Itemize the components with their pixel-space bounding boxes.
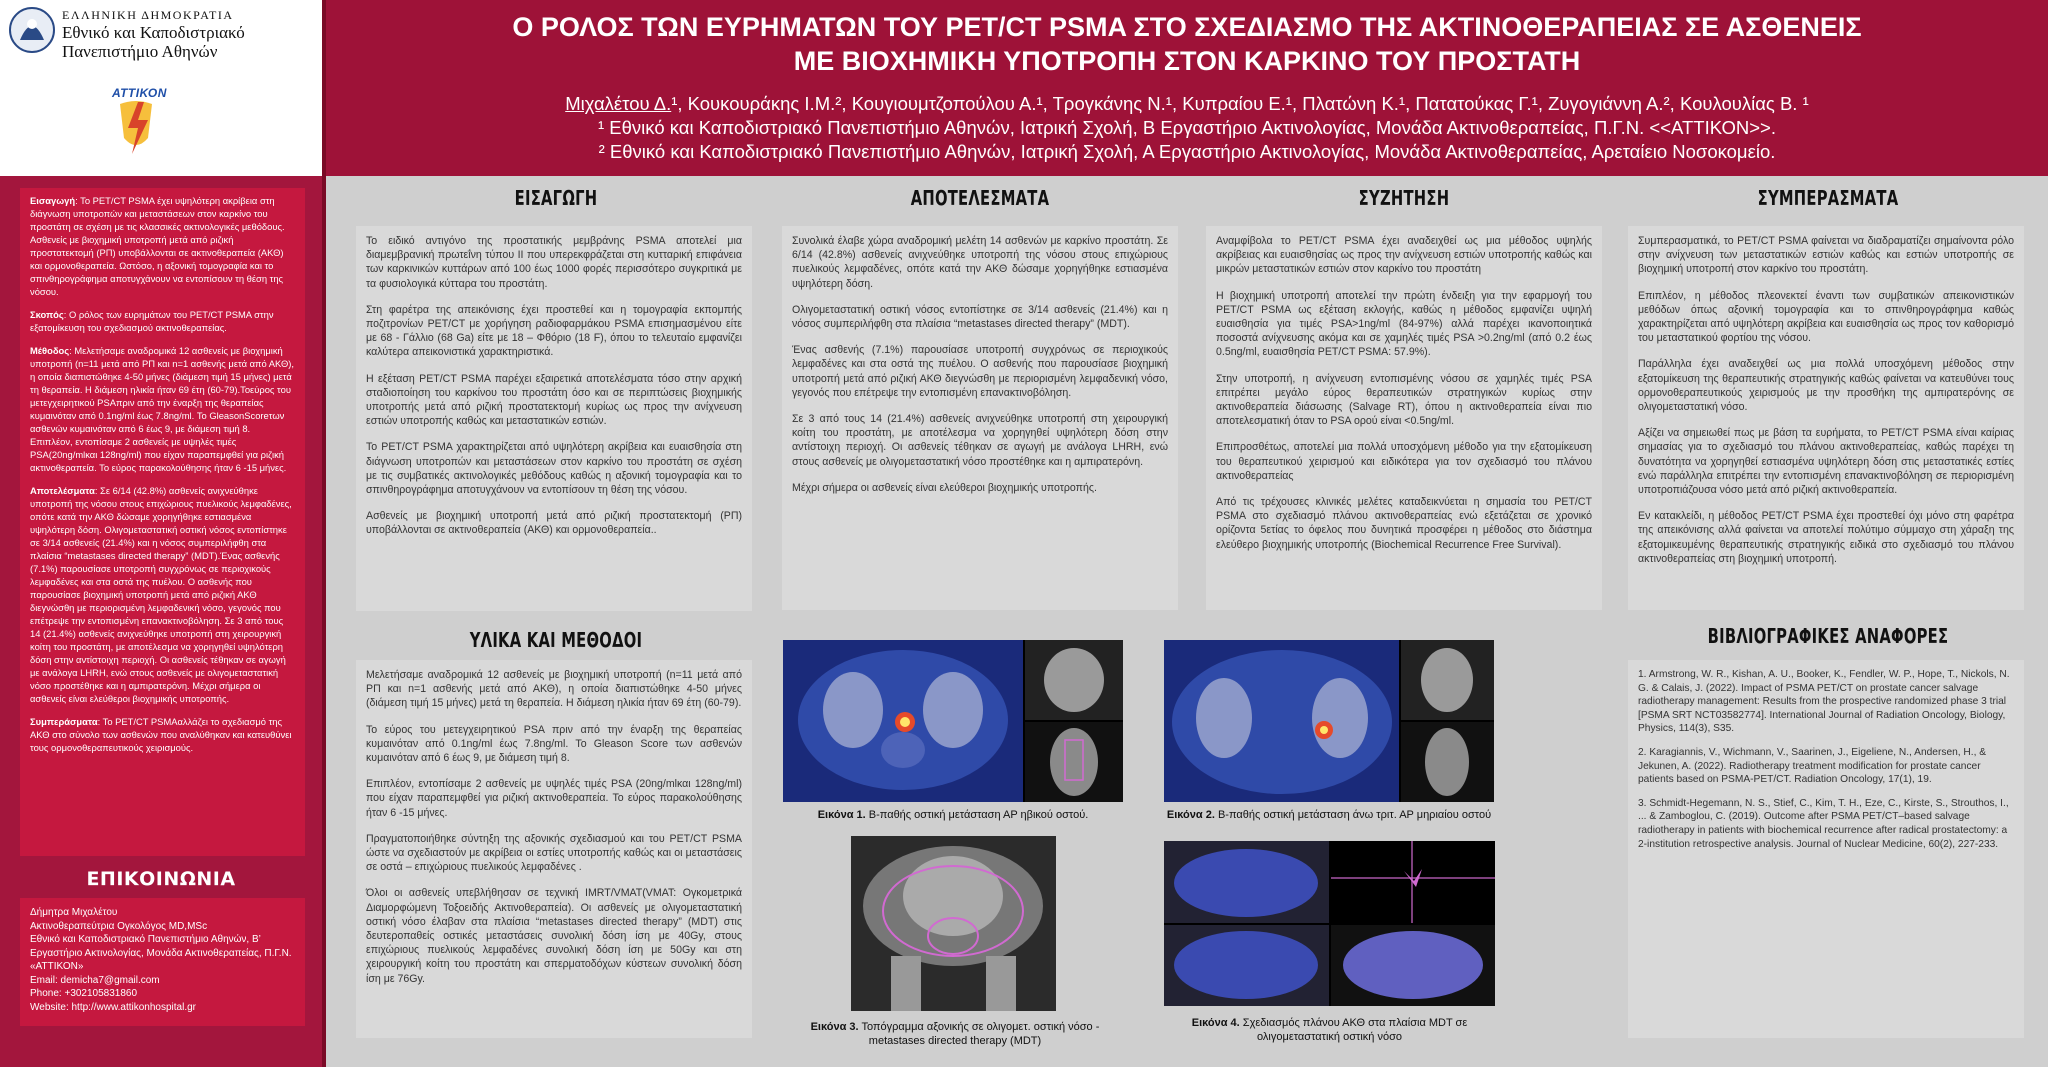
contact-title: ΕΠΙΚΟΙΝΩΝΙΑ xyxy=(86,868,236,890)
figure-2-image xyxy=(1164,640,1494,802)
pet-ct-fusion-icon xyxy=(783,640,1123,802)
abstract-method-label: Μέθοδος xyxy=(30,345,70,356)
methods-paragraph: Το εύρος του μετεγχειρητικού PSA πριν από την έναρξη της θεραπείας κυμαινόταν από 0.1ng/ml έως 7.8ng/ml. Το Gleason Score των ασθενών κυμαινόταν από 6 έως 9, με διάμεση τιμή 8. xyxy=(366,723,742,765)
left-sidebar xyxy=(0,176,326,1067)
contact-box xyxy=(20,898,305,1026)
university-line3: Πανεπιστήμιο Αθηνών xyxy=(62,42,218,61)
results-paragraph: Σε 3 από τους 14 (21.4%) ασθενείς ανιχνεύθηκε υποτροπή στη χειρουργική κοίτη του προστάτη, με αποτέλεσμα να χορηγηθεί υψηλότερη δόση στην αντίστοιχη περιοχή. Οι ασθενείς τέθηκαν σε αγωγή με ανάλογα LHRH, ενώ στους ασθενείς με ολιγομεταστατική νόσο προστέθηκε και η αμπιρατερόνη. xyxy=(792,413,1168,468)
affiliation-1: ¹ Εθνικό και Καποδιστριακό Πανεπιστήμιο Αθηνών, Ιατρική Σχολή, Β Εργαστήριο Ακτινολογίας, Μονάδα Ακτινοθεραπείας, Π.Γ.Ν. <<ΑΤΤΙΚΟΝ>>. xyxy=(598,117,1776,138)
authors-line xyxy=(326,92,2048,116)
figure-1-caption xyxy=(783,808,1123,822)
contact-role: Ακτινοθεραπεύτρια Ογκολόγος MD,MSc xyxy=(30,920,208,932)
figure-1-image xyxy=(783,640,1123,802)
treatment-plan-icon xyxy=(1164,841,1495,1006)
results-panel xyxy=(782,226,1178,610)
discussion-paragraph: Στην υποτροπή, η ανίχνευση εντοπισμένης νόσου σε χαμηλές τιμές PSA επιτρέπει μεγάλο εύρος θεραπευτικών στρατηγικών κυρίως στην ακτινοθεραπεία διάσωσης (Salvage RT), όπου η ακτινοθεραπεία είναι πιο αποτελεσματική όταν το PSA ορού είναι <0.5ng/ml. xyxy=(1216,372,1592,428)
abstract-intro-label: Εισαγωγή xyxy=(30,195,76,206)
references-title: ΒΙΒΛΙΟΓΡΑΦΙΚΕΣ ΑΝΑΦΟΡΕΣ xyxy=(1707,624,1949,648)
abstract-intro-text: : Το PET/CT PSMA έχει υψηλότερη ακρίβεια στη διάγνωση υποτροπών και μεταστάσεων στον καρκίνο του προστάτη σε σχέση με τις κλασσικές ακτινολογικές μεθόδους. Ασθενείς με βιοχημική υποτροπή μετά από ριζική προστατεκτομή (ΡΠ) υποβάλλονται σε ακτινοθεραπεία (ΑΚΘ) και ορμονοθεραπεία. Ωστόσο, η αξονική τομογραφία και το σπινθηρογράφημα αποτυγχάνουν να εντοπίσουν τη θέση της νόσου. xyxy=(30,195,285,297)
conclusions-title: ΣΥΜΠΕΡΑΣΜΑΤΑ xyxy=(1757,186,1899,210)
methods-paragraph: Επιπλέον, εντοπίσαμε 2 ασθενείς με υψηλές τιμές PSA (20ng/mlκαι 128ng/ml) που είχαν παραπεμφθεί για ριζική ακτινοθεραπεία. Το εύρος παρακολούθησης ήταν 6 -15 μήνες. xyxy=(366,778,742,819)
figure-2-caption-text: Β-παθής οστική μετάσταση άνω τριτ. ΑΡ μηριαίου οστού xyxy=(1214,809,1492,821)
figure-1-label: Εικόνα 1. xyxy=(817,809,866,821)
conclusions-paragraph: Συμπερασματικά, το PET/CT PSMA φαίνεται να διαδραματίζει σημαίνοντα ρόλο στην ανίχνευση των μεταστατικών εστιών καθώς και εστιών υποτροπής σε βιοχημική υποτροπή στον καρκίνο του προστάτη. xyxy=(1638,235,2014,276)
abstract-intro xyxy=(30,194,295,298)
abstract-conclusions xyxy=(30,715,295,754)
first-author: Μιχαλέτου Δ. xyxy=(565,93,672,114)
intro-paragraph: Στη φαρέτρα της απεικόνισης έχει προστεθεί και η τομογραφία εκπομπής ποζιτρονίων PET/CT με χορήγηση ραδιοφαρμάκου PSMA επισημασμένου είτε με 68 - Γάλλιο (68 Ga) είτε με 18 – Φθόριο (18 F), όπου το τελευταίο εμφανίζει καλύτερα απεικονιστικά χαρακτηριστικά. xyxy=(366,303,742,359)
poster-title-line2: ΜΕ ΒΙΟΧΗΜΙΚΗ ΥΠΟΤΡΟΠΗ ΣΤΟΝ ΚΑΡΚΙΝΟ ΤΟΥ ΠΡΟΣΤΑΤΗ xyxy=(793,46,1581,76)
intro-paragraph: Το ειδικό αντιγόνο της προστατικής μεμβράνης PSMA αποτελεί μια διαμεμβρανική πρωτεΐνη τύπου ΙΙ που υπερεκφράζεται στη κυτταρική επιφάνεια των καρκινικών κυττάρων από 100 έως 1000 φορές περισσότερο συγκριτικά με τα φυσιολογικά κύτταρα του προστάτη. xyxy=(366,235,742,290)
affiliation-2: ² Εθνικό και Καποδιστριακό Πανεπιστήμιο Αθηνών, Ιατρική Σχολή, Α Εργαστήριο Ακτινολογίας, Μονάδα Ακτινοθεραπείας, Αρεταίειο Νοσοκομείο. xyxy=(598,141,1776,162)
abstract-aim-text: : Ο ρόλος των ευρημάτων του PET/CT PSMA στην εξατομίκευση του σχεδιασμού ακτινοθεραπείας. xyxy=(30,309,274,333)
conclusions-paragraph: Επιπλέον, η μέθοδος πλεονεκτεί έναντι των συμβατικών απεικονιστικών μεθόδων όπως αξονική τομογραφία και το σπινθηρογράφημα καθώς χαρακτηρίζεται από υψηλότερη ακρίβεια και ευαισθησία ως προς τον καθορισμό του μεταστατικού φορτίου της νόσου. xyxy=(1638,289,2014,345)
discussion-title: ΣΥΖΗΤΗΣΗ xyxy=(1358,186,1450,210)
figure-4-label: Εικόνα 4. xyxy=(1191,1017,1240,1029)
figure-3-label: Εικόνα 3. xyxy=(810,1021,859,1033)
abstract-results xyxy=(30,484,295,705)
authors-block xyxy=(326,92,2048,164)
results-title: ΑΠΟΤΕΛΕΣΜΑΤΑ xyxy=(910,186,1050,210)
figure-1-caption-text: Β-παθής οστική μετάσταση ΑΡ ηβικού οστού. xyxy=(865,809,1089,821)
poster-title-line1: Ο ΡΟΛΟΣ ΤΩΝ ΕΥΡΗΜΑΤΩΝ ΤΟΥ PET/CT PSMA ΣΤΟ ΣΧΕΔΙΑΣΜΟ ΤΗΣ ΑΚΤΙΝΟΘΕΡΑΠΕΙΑΣ ΣΕ ΑΣΘΕΝΕΙΣ xyxy=(512,12,1862,42)
abstract-method-text: : Μελετήσαμε αναδρομικά 12 ασθενείς με βιοχημική υποτροπή (n=11 μετά από ΡΠ και n=1 ασθενής μετά από ΑΚΘ), η οποία διαπιστώθηκε 4-50 μήνες (διάμεση τιμή 15 μήνες) μετά τη θεραπεία. Η διάμεση ηλικία ήταν 69 έτη (60-79).Τοεύρος του μετεγχειρητικού PSAπριν από την έναρξη της θεραπείας κυμαινόταν από 0.1ng/ml έως 7.8ng/ml. Το GleasonScoreτων ασθενών κυμαινόταν από 6 έως 9, με διάμεση τιμή 8. Επιπλέον, εντοπίσαμε 2 ασθενείς με υψηλές τιμές PSA(20ng/mlκαι 128ng/ml) που είχαν παραπεμφθεί για ριζική ακτινοθεραπεία. Το εύρος παρακολούθησης ήταν 6 -15 μήνες. xyxy=(30,345,295,473)
authors-rest: ¹, Κουκουράκης Ι.Μ.², Κουγιουμτζοπούλου Α.¹, Τρογκάνης Ν.¹, Κυπραίου Ε.¹, Πλατώνη Κ.¹, Πατατούκας Γ.¹, Ζυγογιάννη Α.², Κουλουλίας Β. ¹ xyxy=(671,93,1809,114)
results-paragraph: Ένας ασθενής (7.1%) παρουσίασε υποτροπή συγχρόνως σε περιοχικούς λεμφαδένες και στα οστά της πυέλου. Ο ασθενής που παρουσίασε βιοχημική υποτροπή μετά από ριζική ΑΚΘ διεγνώσθη με περιορισμένη λεμφαδενική νόσο, γεγονός που επέτρεψε την εντοπισμένη επανακτινοβόληση. xyxy=(792,344,1168,399)
poster-title xyxy=(326,10,2048,78)
reference-item: 1. Armstrong, W. R., Kishan, A. U., Booker, K., Fendler, W. P., Hope, T., Nickols, N. G. & Calais, J. (2022). Impact of PSMA PET/CT on prostate cancer salvage radiotherapy management: Results from the prospective randomized phase 3 trial [PSMA SRT NCT03582774]. International Journal of Radiation Oncology, Biology, Physics, 114(3), S35. xyxy=(1638,669,2010,735)
pet-ct-fusion-icon xyxy=(1164,640,1494,802)
contact-website[interactable]: Website: http://www.attikonhospital.gr xyxy=(30,1001,197,1013)
abstract-conclusions-text: : Το PET/CT PSMAαλλάζει το σχεδιασμό της ΑΚΘ στο σύνολο των ασθενών που αναλύθηκαν και κατευθύνει τους ορμονοθεραπευτικούς χειρισμούς. xyxy=(30,716,292,753)
ct-topogram-icon xyxy=(851,836,1056,1011)
figure-3-image xyxy=(851,836,1056,1011)
methods-title: ΥΛΙΚΑ ΚΑΙ ΜΕΘΟΔΟΙ xyxy=(469,628,643,652)
reference-item: 3. Schmidt-Hegemann, N. S., Stief, C., Kim, T. H., Eze, C., Kirste, S., Strouthos, I., ... & Zamboglou, C. (2019). Outcome after PSMA PET/CT–based salvage radiotherapy in patients with biochemical recurrence after radical prostatectomy: a 2-institution retrospective analysis. Journal of Nuclear Medicine, 60(2), 227-233. xyxy=(1638,797,2009,850)
figure-3-caption xyxy=(790,1020,1120,1048)
hospital-logo-icon xyxy=(112,98,160,156)
university-line1: ΕΛΛΗΝΙΚΗ ΔΗΜΟΚΡΑΤΙΑ xyxy=(62,8,234,22)
poster-header xyxy=(326,0,2048,176)
abstract-aim-label: Σκοπός xyxy=(30,309,64,320)
abstract-method xyxy=(30,344,295,474)
figure-2-label: Εικόνα 2. xyxy=(1166,809,1215,821)
methods-paragraph: Μελετήσαμε αναδρομικά 12 ασθενείς με βιοχημική υποτροπή (n=11 μετά από ΡΠ και n=1 ασθενής μετά από ΑΚΘ), η οποία διαπιστώθηκε 4-50 μήνες (διάμεση τιμή 15 μήνες) μετά τη θεραπεία. Η διάμεση ηλικία ήταν 69 έτη (60-79). xyxy=(366,669,742,710)
logo-area xyxy=(0,0,326,176)
intro-paragraph: Ασθενείς με βιοχημική υποτροπή μετά από ριζική προστατεκτομή (ΡΠ) υποβάλλονται σε ακτινοθεραπεία (ΑΚΘ) και ορμονοθεραπεία.. xyxy=(366,510,742,537)
discussion-paragraph: Επιπροσθέτως, αποτελεί μια πολλά υποσχόμενη μέθοδο για την εξατομίκευση του θεραπευτικού χειρισμού και ειδικότερα για τον σχεδιασμό του πλάνου ακτινοθεραπείας xyxy=(1216,441,1592,482)
contact-affiliation: Εθνικό και Καποδιστριακό Πανεπιστήμιο Αθηνών, Β’ Εργαστήριο Ακτινολογίας, Μονάδα Ακτινοθεραπείας, Π.Γ.Ν. «ΑΤΤΙΚΟΝ» xyxy=(30,934,292,972)
discussion-paragraph: Αναμφίβολα το PET/CT PSMA έχει αναδειχθεί ως μια μέθοδος υψηλής ακρίβειας και ευαισθησίας ως προς την ανίχνευση εστιών υποτροπής καθώς και μικρών μεταστατικών εστιών στον καρκίνο του προστάτη xyxy=(1216,235,1592,276)
contact-phone: Phone: +302105831860 xyxy=(30,988,138,999)
figure-2-caption xyxy=(1164,808,1494,822)
abstract-aim xyxy=(30,308,295,334)
figure-4-caption xyxy=(1164,1016,1495,1044)
intro-paragraph: Η εξέταση PET/CT PSMA παρέχει εξαιρετικά αποτελέσματα τόσο στην αρχική σταδιοποίηση του καρκίνου του προστάτη όσο και σε περιπτώσεις βιοχημικής υποτροπής μετά από ριζική προστατεκτομή κυρίως ως προς την ανίχνευση εστιών υποτροπής καθώς και μεταστατικών εστιών. xyxy=(366,372,742,428)
abstract-conclusions-label: Συμπεράσματα xyxy=(30,716,98,727)
reference-item: 2. Karagiannis, V., Wichmann, V., Saarinen, J., Eigeliene, N., Andersen, H., & Jekunen, A. (2022). Radiotherapy treatment modification for prostate cancer patients based on PSMA-PET/CT. Radiation Oncology, 17(1), 19. xyxy=(1638,746,1987,786)
contact-email[interactable]: Email: demicha7@gmail.com xyxy=(30,974,160,986)
university-line2: Εθνικό και Καποδιστριακό xyxy=(62,23,245,42)
abstract-results-text: : Σε 6/14 (42.8%) ασθενείς ανιχνεύθηκε υποτροπή της νόσου στους επιχώριους πυελικούς λεμφαδένες, οπότε κατά την ΑΚΘ δώσαμε χορηγήθηκε εστιασμένα υψηλότερη δόση. Ολιγομεταστατική οστική νόσος εντοπίστηκε σε 3/14 ασθενείς (21.4%) και η νόσος συμπεριλήφθη στα πλαίσια “metastases directed therapy” (MDT).Ένας ασθενής (7.1%) παρουσίασε υποτροπή συγχρόνως σε περιοχικούς λεμφαδένες και στα οστά της πυέλου. Ο ασθενής που παρουσίασε βιοχημική υποτροπή μετά από ριζική ΑΚΘ διεγνώσθη με περιορισμένη λεμφαδενική νόσο, γεγονός που επέτρεψε την εντοπισμένη επανακτινοβόληση. Σε 3 από τους 14 (21.4%) ασθενείς ανιχνεύθηκε υποτροπή στη χειρουργική κοίτη του προστάτη, με αποτέλεσμα να χορηγηθεί υψηλότερη δόση στην αντίστοιχη περιοχή. Οι ασθενείς τέθηκαν σε αγωγή με ανάλογα LHRH, ενώ στους ασθενείς με ολιγομεταστατική νόσο προστέθηκε και η αμπιρατερόνη. Μέχρι σήμερα οι ασθενείς είναι ελεύθεροι βιοχημικής υποτροπής. xyxy=(30,485,292,704)
results-paragraph: Μέχρι σήμερα οι ασθενείς είναι ελεύθεροι βιοχημικής υποτροπής. xyxy=(792,481,1097,494)
figure-3-caption-text: Τοπόγραμμα αξονικής σε ολιγομετ. οστική νόσο - metastases directed therapy (MDT) xyxy=(858,1021,1100,1047)
methods-panel xyxy=(356,660,752,1038)
hospital-logo-text: ΑΤΤΙΚΟΝ xyxy=(112,86,167,100)
results-paragraph: Συνολικά έλαβε χώρα αναδρομική μελέτη 14 ασθενών με καρκίνο προστάτη. Σε 6/14 (42.8%) ασθενείς ανιχνεύθηκε υποτροπή της νόσου στους επιχώριους πυελικούς λεμφαδένες, οπότε κατά την ΑΚΘ δώσαμε χορηγήθηκε εστιασμένα υψηλότερη δόση. xyxy=(792,235,1168,290)
intro-panel xyxy=(356,226,752,611)
methods-paragraph: Πραγματοποιήθηκε σύντηξη της αξονικής σχεδιασμού και του PET/CT PSMA ώστε να σχεδιαστούν με ακρίβεια οι εστίες υποτροπής καθώς και οι μεταστάσεις σε οστά – επιχώριους πυελικούς λεμφαδένες . xyxy=(366,832,742,874)
discussion-paragraph: Η βιοχημική υποτροπή αποτελεί την πρώτη ένδειξη για την εφαρμογή του PET/CT PSMA ως εξέταση εκλογής, καθώς η μέθοδος εμφανίζει υψηλή ευαισθησία για τιμές PSA>1ng/ml (84-97%) αλλά παρέχει ικανοποιητικά ποσοστά ανίχνευσης ακόμα και σε χαμηλές τιμές PSA >0.2ng/ml (από 0.2 έως 0.5ng/ml, ευαισθησία PET/CT PSMA: 57.9%). xyxy=(1216,289,1592,359)
university-emblem-icon xyxy=(6,6,58,54)
conclusions-paragraph: Παράλληλα έχει αναδειχθεί ως μια πολλά υποσχόμενη μέθοδος στην εξατομίκευση της θεραπευτικής στρατηγικής καθώς φαίνεται να κατευθύνει τους ορμονοθεραπευτικούς χειρισμούς με την προσθήκη της αμπιρατερόνης σε ολιγομεταστατική νόσο. xyxy=(1638,358,2014,414)
figure-4-caption-text: Σχεδιασμός πλάνου ΑΚΘ στα πλαίσια MDT σε ολιγομεταστατική οστική νόσο xyxy=(1239,1017,1468,1043)
conclusions-panel xyxy=(1628,226,2024,610)
intro-title: ΕΙΣΑΓΩΓΗ xyxy=(514,186,598,210)
results-paragraph: Ολιγομεταστατική οστική νόσος εντοπίστηκε σε 3/14 ασθενείς (21.4%) και η νόσος συμπεριλήφθη στα πλαίσια “metastases directed therapy” (MDT). xyxy=(792,303,1168,331)
abstract-box xyxy=(20,188,305,856)
methods-paragraph: Όλοι οι ασθενείς υπεβλήθησαν σε τεχνική IMRT/VMAT(VMAT: Ογκομετρικά Διαμορφώμενη Τοξοειδής Ακτινοθεραπεία). Οι ασθενείς με ολιγομεταστατική οστική νόσο έλαβαν στα πλαίσια “metastases directed therapy” (MDT) στις δευτεροπαθείς οστικές μεταστάσεις συνολική δόση ίση με 40Gy, στους επιχώριους πυελικούς λεμφαδένες συνολική δόση ίση με 50Gy και στη χειρουργική κοίτη του προστάτη και σπερματοδόχων κύστεων συνολική δόση ίση με 76Gy. xyxy=(366,887,742,985)
conclusions-paragraph: Εν κατακλείδι, η μέθοδος PET/CT PSMA έχει προστεθεί όχι μόνο στη φαρέτρα της απεικόνισης αλλά φαίνεται να αποτελεί πολύτιμο σύμμαχο στη χάραξη της εξατομικευμένης θεραπευτικής στρατηγικής ειδικά στο σχεδιασμό του πλάνου ακτινοθεραπείας στη βιοχημική υποτροπή. xyxy=(1638,510,2014,565)
figure-4-image xyxy=(1164,841,1495,1006)
abstract-results-label: Αποτελέσματα xyxy=(30,485,95,496)
references-panel xyxy=(1628,660,2024,1038)
discussion-panel xyxy=(1206,226,1602,610)
discussion-paragraph: Από τις τρέχουσες κλινικές μελέτες καταδεικνύεται η σημασία του PET/CT PSMA στο σχεδιασμό πλάνου ακτινοθεραπείας ενώ εξετάζεται σε χρονικό ορίζοντα 5ετίας το όφελος που δυνητικά προσφέρει η μέθοδος στο διάστημα ελεύθερο βιοχημικής υποτροπής (Biochemical Recurrence Free Survival). xyxy=(1216,496,1592,551)
contact-name: Δήμητρα Μιχαλέτου xyxy=(30,907,118,918)
intro-paragraph: Το PET/CT PSMA χαρακτηρίζεται από υψηλότερη ακρίβεια και ευαισθησία στη διάγνωση υποτροπών και μεταστάσεων στον καρκίνο του προστάτη σε σχέση με τις συμβατικές ακτινολογικές μεθόδους καθώς η αξονική τομογραφία και το σπινθηρογράφημα αποτυγχάνουν να εντοπίσουν τη θέση της νόσου. xyxy=(366,441,742,497)
conclusions-paragraph: Αξίζει να σημειωθεί πως με βάση τα ευρήματα, το PET/CT PSMA είναι καίριας σημασίας για το σχεδιασμό του πλάνου ακτινοθεραπείας, καθώς παρέχει τη δυνατότητα να χορηγηθεί εστιασμένα υψηλότερη δόση στις μεταστατικές εστίες ενώ παράλληλα επιτρέπει την εντοπισμένη επανακτινοβόληση σε περιορισμένη υποτροπιάζουσα νόσο μετά από ριζική ακτινοθεραπεία. xyxy=(1638,427,2014,497)
